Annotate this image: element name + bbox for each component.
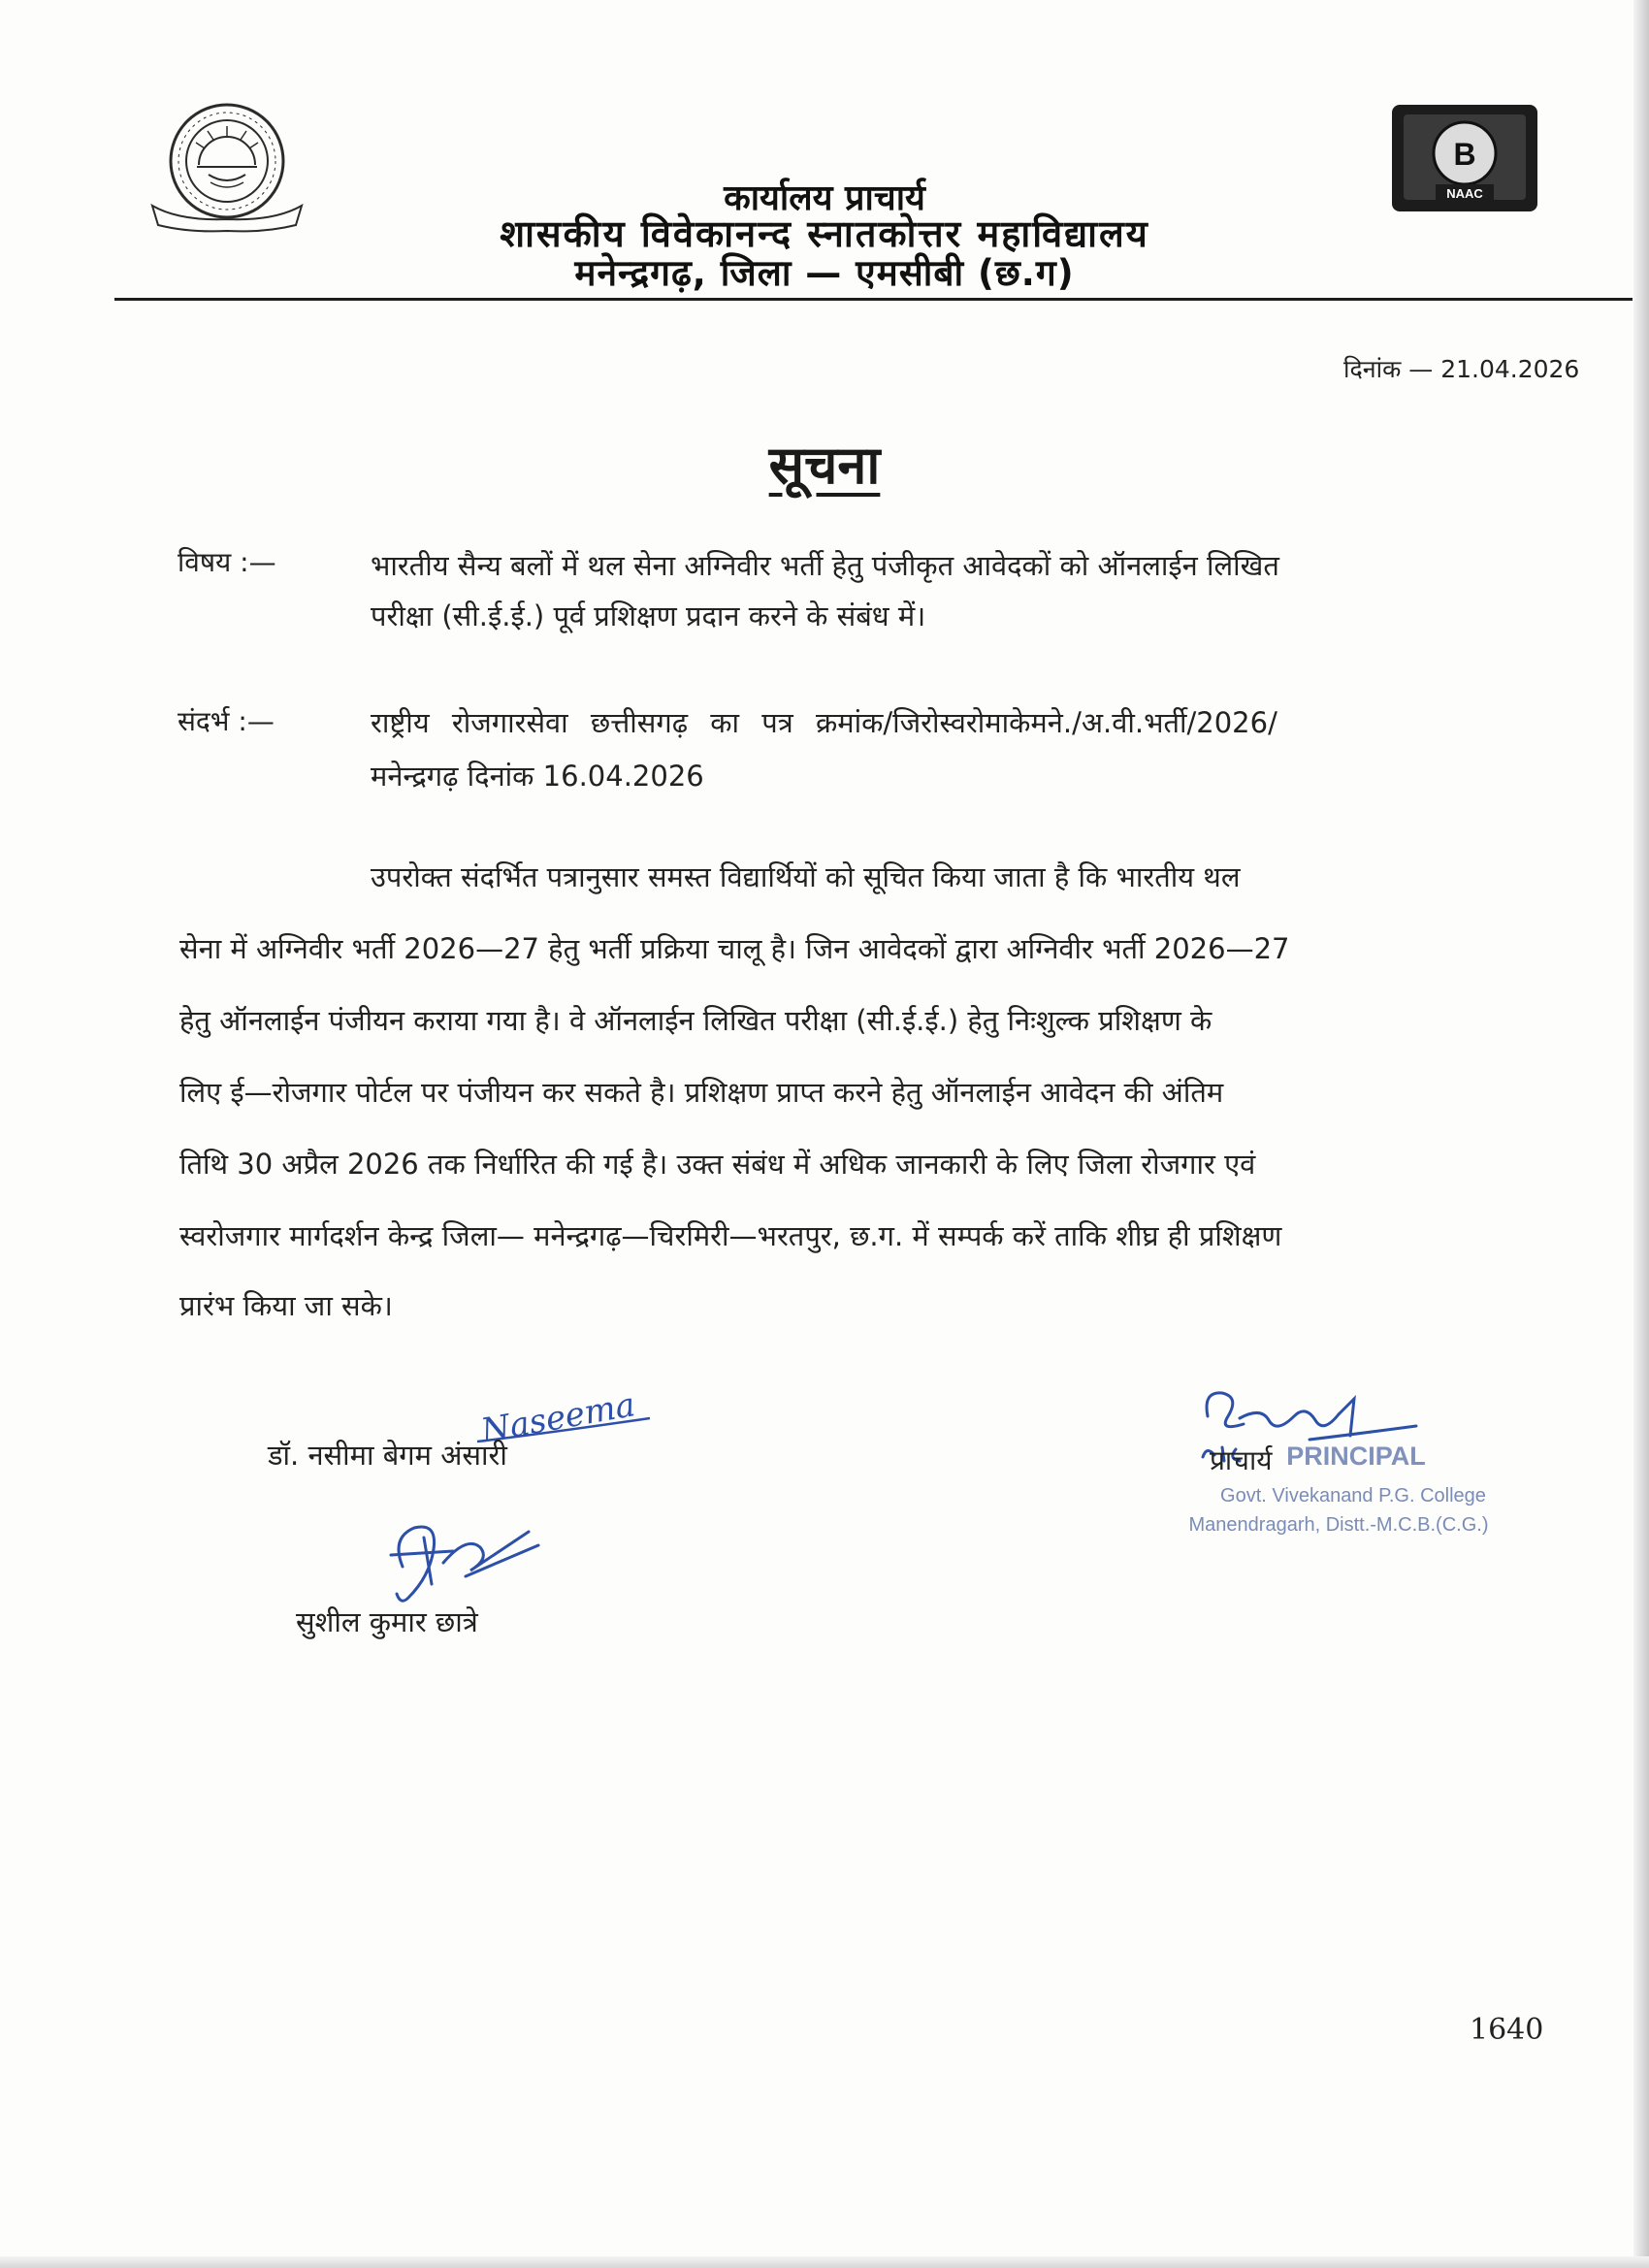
notice-title: सूचना xyxy=(768,435,881,496)
signatory-name-1: डॉ. नसीमा बेगम अंसारी xyxy=(268,1439,507,1472)
body-line: सेना में अग्निवीर भर्ती 2026—27 हेतु भर्ती प्रक्रिया चालू है। जिन आवेदकों द्वारा अग्निवीर भर्ती 2026—27 xyxy=(179,932,1290,965)
body-line: स्वरोजगार मार्गदर्शन केन्द्र जिला— मनेन्द्रगढ़—चिरमिरी—भरतपुर, छ.ग. में सम्पर्क करें ताकि शीघ्र ही प्रशिक्षण xyxy=(179,1219,1282,1252)
college-seal-logo xyxy=(141,97,313,238)
college-address: मनेन्द्रगढ़, जिला — एमसीबी (छ.ग) xyxy=(574,252,1075,294)
svg-text:Naseema: Naseema xyxy=(477,1385,638,1450)
body-line: उपरोक्त संदर्भित पत्रानुसार समस्त विद्यार्थियों को सूचित किया जाता है कि भारतीय थल xyxy=(371,860,1241,893)
stamp-line-2: Manendragarh, Distt.-M.C.B.(C.G.) xyxy=(1188,1514,1489,1536)
body-line: हेतु ऑनलाईन पंजीयन कराया गया है। वे ऑनलाईन लिखित परीक्षा (सी.ई.ई.) हेतु निःशुल्क प्रशिक्षण के xyxy=(179,1004,1212,1037)
naac-label: NAAC xyxy=(1446,186,1483,201)
subject-line-1: भारतीय सैन्य बलों में थल सेना अग्निवीर भर्ती हेतु पंजीकृत आवेदकों को ऑनलाईन लिखित xyxy=(371,549,1279,582)
stamp-title: PRINCIPAL xyxy=(1286,1442,1426,1471)
scan-edge-right xyxy=(1633,0,1649,2268)
body-line: लिए ई—रोजगार पोर्टल पर पंजीयन कर सकते है। प्रशिक्षण प्राप्त करने हेतु ऑनलाईन आवेदन की अंतिम xyxy=(179,1076,1224,1109)
principal-stamp xyxy=(1116,1438,1494,1554)
body-line: प्रारंभ किया जा सके। xyxy=(179,1289,393,1322)
naac-grade: B xyxy=(1453,137,1476,172)
subject-label: विषय :— xyxy=(178,546,276,578)
college-name: शासकीय विवेकानन्द स्नातकोत्तर महाविद्यालय xyxy=(500,212,1149,255)
naac-grade-badge xyxy=(1392,105,1537,211)
signature-sushil xyxy=(373,1508,543,1615)
signatory-name-2: सुशील कुमार छात्रे xyxy=(296,1605,478,1638)
office-title: कार्यालय प्राचार्य xyxy=(724,178,925,218)
subject-line-2: परीक्षा (सी.ई.ई.) पूर्व प्रशिक्षण प्रदान करने के संबंध में। xyxy=(371,599,926,632)
header-divider xyxy=(114,298,1633,301)
scan-edge-bottom xyxy=(0,2256,1649,2268)
notice-date: दिनांक — 21.04.2026 xyxy=(1343,355,1580,383)
reference-line-1: राष्ट्रीय रोजगारसेवा छत्तीसगढ़ का पत्र क्रमांक/जिरोस्वरोमाकेमने./अ.वी.भर्ती/2026/ xyxy=(371,706,1277,739)
reference-line-2: मनेन्द्रगढ़ दिनांक 16.04.2026 xyxy=(371,760,704,793)
reference-label: संदर्भ :— xyxy=(178,705,275,737)
body-line: तिथि 30 अप्रैल 2026 तक निर्धारित की गई है। उक्त संबंध में अधिक जानकारी के लिए जिला रोजगार एवं xyxy=(179,1148,1256,1181)
stamp-line-1: Govt. Vivekanand P.G. College xyxy=(1220,1485,1486,1507)
page-number: 1640 xyxy=(1470,2013,1544,2047)
principal-label: प्राचार्य xyxy=(1210,1444,1273,1476)
